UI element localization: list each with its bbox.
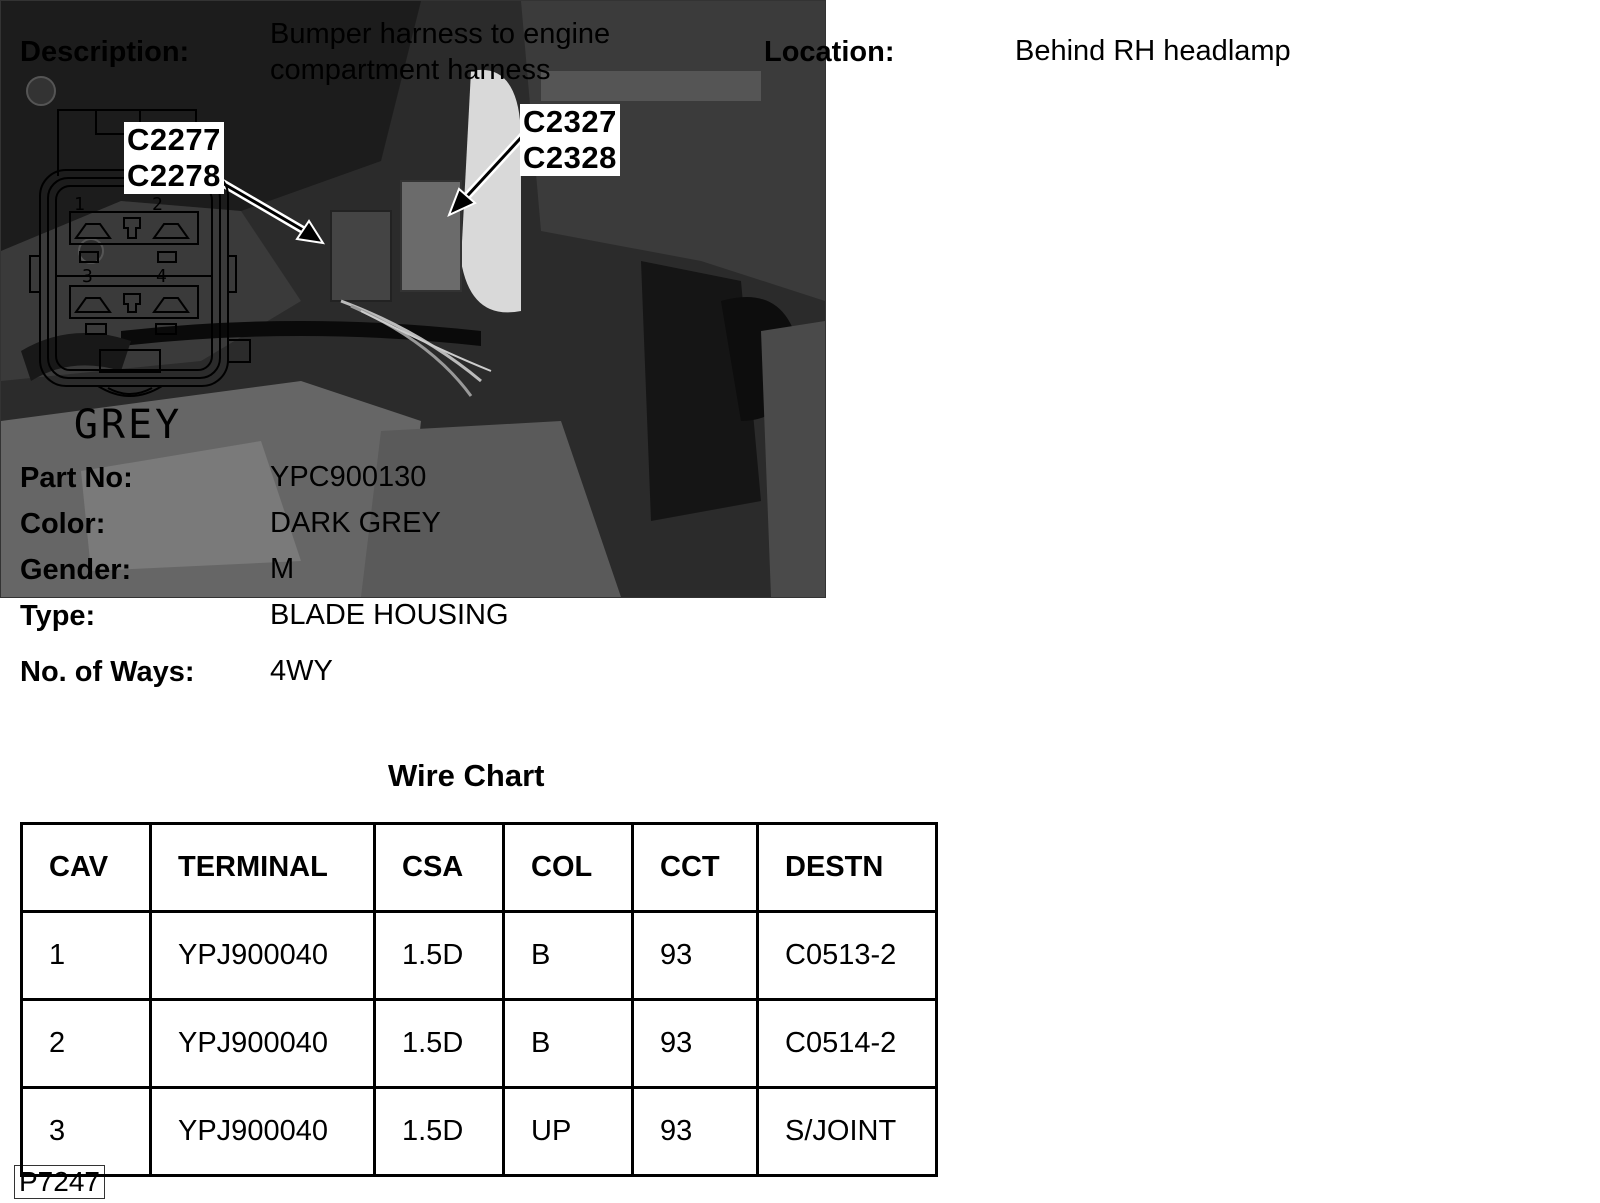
pin-label-3: 3 xyxy=(82,266,93,287)
callout-c2277: C2277 xyxy=(127,122,221,157)
cell-cct: 93 xyxy=(633,1088,758,1176)
description-line-2: compartment harness xyxy=(270,54,551,86)
location-label: Location: xyxy=(764,36,895,68)
column-header-cct: CCT xyxy=(633,824,758,912)
cell-destn: C0513-2 xyxy=(758,912,937,1000)
type-value: BLADE HOUSING xyxy=(270,599,509,631)
cell-terminal: YPJ900040 xyxy=(151,1088,375,1176)
cell-col: B xyxy=(504,912,633,1000)
table-row xyxy=(22,1088,937,1176)
color-label: Color: xyxy=(20,508,106,540)
callout-left xyxy=(124,122,224,194)
callout-right xyxy=(520,104,620,176)
description-label: Description: xyxy=(20,36,190,68)
cell-cav: 3 xyxy=(22,1088,151,1176)
cell-terminal: YPJ900040 xyxy=(151,912,375,1000)
column-header-cav: CAV xyxy=(22,824,151,912)
cell-cct: 93 xyxy=(633,1000,758,1088)
column-header-destn: DESTN xyxy=(758,824,937,912)
pin-label-4: 4 xyxy=(156,266,167,287)
part-no-value: YPC900130 xyxy=(270,461,427,493)
column-header-col: COL xyxy=(504,824,633,912)
type-label: Type: xyxy=(20,600,96,632)
callout-c2328: C2328 xyxy=(523,140,617,175)
table-row xyxy=(22,912,937,1000)
location-photo: C2277 C2278 C2327 C2328 P7247 xyxy=(0,0,826,598)
cell-destn: S/JOINT xyxy=(758,1088,937,1176)
callout-c2278: C2278 xyxy=(127,158,221,193)
cell-cav: 2 xyxy=(22,1000,151,1088)
part-no-label: Part No: xyxy=(20,462,133,494)
cell-cav: 1 xyxy=(22,912,151,1000)
description-value xyxy=(270,16,610,88)
wire-chart-table xyxy=(20,822,938,1177)
table-header-row xyxy=(22,824,937,912)
ways-label: No. of Ways: xyxy=(20,656,195,688)
cell-terminal: YPJ900040 xyxy=(151,1000,375,1088)
callout-c2327: C2327 xyxy=(523,104,617,139)
column-header-csa: CSA xyxy=(375,824,504,912)
table-row xyxy=(22,1000,937,1088)
ways-value: 4WY xyxy=(270,655,333,687)
gender-value: M xyxy=(270,553,295,585)
cell-col: UP xyxy=(504,1088,633,1176)
gender-label: Gender: xyxy=(20,554,132,586)
connector-color-text: GREY xyxy=(73,402,183,448)
location-value: Behind RH headlamp xyxy=(1015,35,1291,67)
cell-col: B xyxy=(504,1000,633,1088)
wire-chart-title: Wire Chart xyxy=(388,758,545,793)
cell-csa: 1.5D xyxy=(375,1000,504,1088)
description-line-1: Bumper harness to engine xyxy=(270,18,611,50)
pin-label-2: 2 xyxy=(152,194,163,215)
pin-label-1: 1 xyxy=(74,194,85,215)
cell-destn: C0514-2 xyxy=(758,1000,937,1088)
cell-cct: 93 xyxy=(633,912,758,1000)
color-value: DARK GREY xyxy=(270,507,441,539)
cell-csa: 1.5D xyxy=(375,912,504,1000)
column-header-terminal: TERMINAL xyxy=(151,824,375,912)
cell-csa: 1.5D xyxy=(375,1088,504,1176)
